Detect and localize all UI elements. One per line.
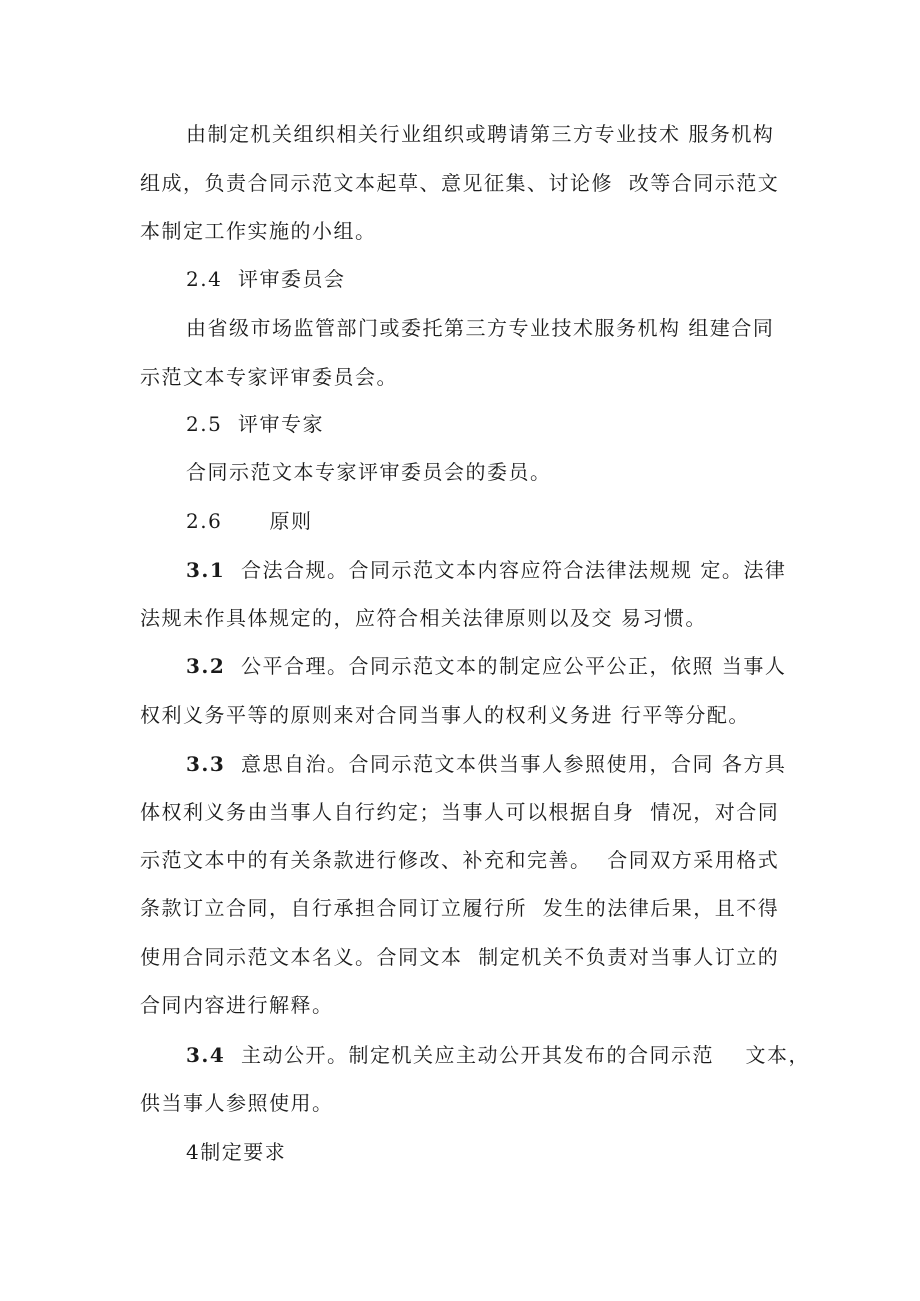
paragraph-line: 组成，负责合同示范文本起草、意见征集、讨论修 改等合同示范文 xyxy=(140,171,780,195)
section-heading-2-6: 2.6 原则 xyxy=(186,509,313,533)
item-3-3-line xyxy=(186,749,786,779)
item-text: 主动公开。制定机关应主动公开其发布的合同示范 文本， xyxy=(241,1043,810,1067)
item-text: 合法合规。合同示范文本内容应符合法律法规规 定。法律 xyxy=(241,558,787,582)
section-heading-2-4: 2.4 评审委员会 xyxy=(186,267,346,291)
paragraph-line: 由省级市场监管部门或委托第三方专业技术服务机构 组建合同 xyxy=(186,316,775,340)
paragraph-line: 法规未作具体规定的，应符合相关法律原则以及交 易习惯。 xyxy=(140,606,707,630)
paragraph-line: 权利义务平等的原则来对合同当事人的权利义务进 行平等分配。 xyxy=(140,703,750,727)
paragraph-line: 体权利义务由当事人自行约定；当事人可以根据自身 情况，对合同 xyxy=(140,800,780,824)
paragraph-line: 由制定机关组织相关行业组织或聘请第三方专业技术 服务机构 xyxy=(186,122,775,146)
item-text: 公平合理。合同示范文本的制定应公平公正，依照 当事人 xyxy=(241,654,787,678)
item-3-2-line xyxy=(186,651,786,681)
paragraph-line: 示范文本中的有关条款进行修改、补充和完善。 合同双方采用格式 xyxy=(140,848,780,872)
paragraph-line: 条款订立合同，自行承担合同订立履行所 发生的法律后果，且不得 xyxy=(140,896,780,920)
item-number: 3.2 xyxy=(186,654,226,678)
paragraph-line: 示范文本专家评审委员会。 xyxy=(140,365,398,389)
paragraph-line: 使用合同示范文本名义。合同文本 制定机关不负责对当事人订立的 xyxy=(140,945,780,969)
paragraph-line: 合同内容进行解释。 xyxy=(140,993,334,1017)
item-number: 3.1 xyxy=(186,558,226,582)
section-heading-2-5: 2.5 评审专家 xyxy=(186,412,325,436)
paragraph-line: 合同示范文本专家评审委员会的委员。 xyxy=(186,460,552,484)
item-3-1-line xyxy=(186,555,786,585)
paragraph-line: 供当事人参照使用。 xyxy=(140,1091,334,1115)
section-heading-4: 4制定要求 xyxy=(186,1140,287,1164)
item-text: 意思自治。合同示范文本供当事人参照使用，合同 各方具 xyxy=(241,752,787,776)
paragraph-line: 本制定工作实施的小组。 xyxy=(140,219,377,243)
item-3-4-line xyxy=(186,1040,810,1070)
item-number: 3.3 xyxy=(186,752,226,776)
item-number: 3.4 xyxy=(186,1043,226,1067)
